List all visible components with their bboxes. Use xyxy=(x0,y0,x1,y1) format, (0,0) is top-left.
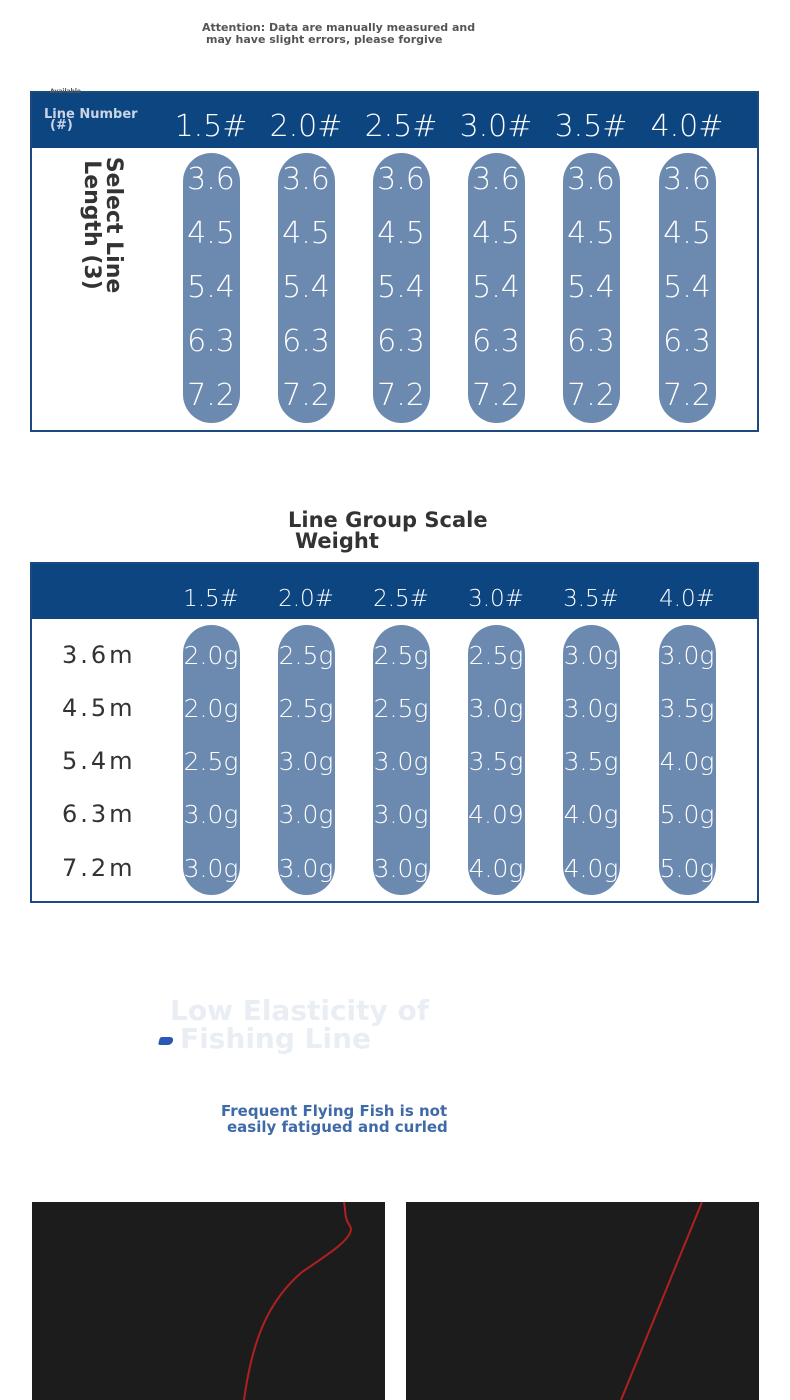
weight-value: 2.5g xyxy=(468,641,524,670)
length-value: 4.5 xyxy=(472,216,520,251)
straight-line-photo xyxy=(406,1202,759,1400)
line-weight-table-header xyxy=(32,564,757,619)
attention-note xyxy=(202,22,475,46)
line-length-table-header xyxy=(32,93,757,148)
weight-value: 3.0g xyxy=(183,800,239,829)
weight-col-header: 1.5# xyxy=(183,586,239,612)
length-col-header: 1.5# xyxy=(174,109,248,144)
length-value: 5.4 xyxy=(282,270,330,305)
attention-line-1: Attention: Data are manually measured and xyxy=(202,21,476,34)
weight-value: 2.5g xyxy=(373,694,429,723)
select-line-length-label xyxy=(80,157,124,294)
length-col-header: 3.0# xyxy=(459,109,533,144)
weight-value: 4.0g xyxy=(468,854,524,883)
length-col-header: 4.0# xyxy=(650,109,724,144)
length-value: 3.6 xyxy=(377,162,425,197)
length-value: 4.5 xyxy=(282,216,330,251)
weight-value: 3.0g xyxy=(373,747,429,776)
weight-value: 5.0g xyxy=(659,854,715,883)
length-value: 7.2 xyxy=(663,378,711,413)
weight-title-line-2: Weight xyxy=(295,529,379,553)
length-value: 6.3 xyxy=(282,324,330,359)
length-value: 6.3 xyxy=(187,324,235,359)
weight-title-line-1: Line Group Scale xyxy=(288,508,488,532)
weight-value: 4.0g xyxy=(563,800,619,829)
length-value: 3.6 xyxy=(187,162,235,197)
weight-value: 5.0g xyxy=(659,800,715,829)
weight-value: 3.0g xyxy=(183,854,239,883)
weight-value: 3.0g xyxy=(468,694,524,723)
length-value: 3.6 xyxy=(567,162,615,197)
weight-value: 2.0g xyxy=(183,694,239,723)
line-length-table xyxy=(30,91,759,432)
weight-row-label: 4.5m xyxy=(62,694,136,722)
length-value: 4.5 xyxy=(187,216,235,251)
weight-value: 4.0g xyxy=(659,747,715,776)
weight-value: 2.5g xyxy=(373,641,429,670)
available-label: Available xyxy=(50,88,81,95)
weight-row-label: 5.4m xyxy=(62,747,136,775)
length-value: 6.3 xyxy=(663,324,711,359)
length-value: 7.2 xyxy=(567,378,615,413)
line-weight-table xyxy=(30,562,759,903)
weight-col-header: 3.5# xyxy=(563,586,619,612)
elasticity-title xyxy=(170,994,429,1055)
weight-row-label: 3.6m xyxy=(62,641,136,669)
length-value: 7.2 xyxy=(377,378,425,413)
elasticity-title-line-2: Fishing Line xyxy=(180,1022,372,1055)
line-number-label-text: Line Number xyxy=(44,107,138,122)
weight-value: 3.0g xyxy=(278,800,334,829)
weight-value: 3.5g xyxy=(659,694,715,723)
straight-line-illustration xyxy=(406,1202,759,1400)
weight-col-header: 3.0# xyxy=(468,586,524,612)
length-value: 3.6 xyxy=(282,162,330,197)
select-line-length-line-2: Length (3) xyxy=(79,160,104,290)
line-number-unit-text: (#) xyxy=(50,118,73,133)
length-value: 7.2 xyxy=(472,378,520,413)
select-line-length-line-1: Select Line xyxy=(101,156,126,294)
weight-value: 2.5g xyxy=(278,641,334,670)
weight-value: 2.5g xyxy=(278,694,334,723)
weight-value: 3.0g xyxy=(563,641,619,670)
weight-value: 2.0g xyxy=(183,641,239,670)
weight-row-label: 6.3m xyxy=(62,800,136,828)
weight-col-header: 2.0# xyxy=(278,586,334,612)
length-col-header: 2.5# xyxy=(364,109,438,144)
weight-row-label: 7.2m xyxy=(62,854,136,882)
weight-value: 3.0g xyxy=(278,854,334,883)
weight-col-header: 2.5# xyxy=(373,586,429,612)
length-value: 6.3 xyxy=(567,324,615,359)
length-value: 4.5 xyxy=(663,216,711,251)
weight-value: 3.5g xyxy=(563,747,619,776)
line-number-label xyxy=(44,109,138,131)
curled-line-photo xyxy=(32,1202,385,1400)
length-value: 5.4 xyxy=(187,270,235,305)
length-value: 7.2 xyxy=(187,378,235,413)
weight-value: 3.0g xyxy=(373,854,429,883)
length-value: 5.4 xyxy=(377,270,425,305)
feature-subtitle-line-1: Frequent Flying Fish is not xyxy=(221,1102,448,1120)
length-value: 3.6 xyxy=(472,162,520,197)
weight-value: 3.0g xyxy=(659,641,715,670)
weight-value: 4.09 xyxy=(468,800,524,829)
length-value: 4.5 xyxy=(567,216,615,251)
length-value: 6.3 xyxy=(472,324,520,359)
feature-subtitle-line-2: easily fatigued and curled xyxy=(227,1118,448,1136)
curled-line-illustration xyxy=(32,1202,385,1400)
weight-value: 3.5g xyxy=(468,747,524,776)
weight-value: 3.0g xyxy=(563,694,619,723)
attention-line-2: may have slight errors, please forgive xyxy=(206,33,443,46)
length-value: 5.4 xyxy=(663,270,711,305)
weight-value: 4.0g xyxy=(563,854,619,883)
feature-subtitle xyxy=(221,1103,448,1135)
length-col-header: 3.5# xyxy=(554,109,628,144)
length-value: 5.4 xyxy=(472,270,520,305)
length-value: 6.3 xyxy=(377,324,425,359)
length-value: 4.5 xyxy=(377,216,425,251)
weight-col-header: 4.0# xyxy=(659,586,715,612)
weight-value: 2.5g xyxy=(183,747,239,776)
elasticity-title-line-1: Low Elasticity of xyxy=(170,994,429,1027)
weight-value: 3.0g xyxy=(373,800,429,829)
length-value: 7.2 xyxy=(282,378,330,413)
length-value: 3.6 xyxy=(663,162,711,197)
length-col-header: 2.0# xyxy=(269,109,343,144)
length-value: 5.4 xyxy=(567,270,615,305)
weight-value: 3.0g xyxy=(278,747,334,776)
weight-section-title xyxy=(288,510,488,552)
